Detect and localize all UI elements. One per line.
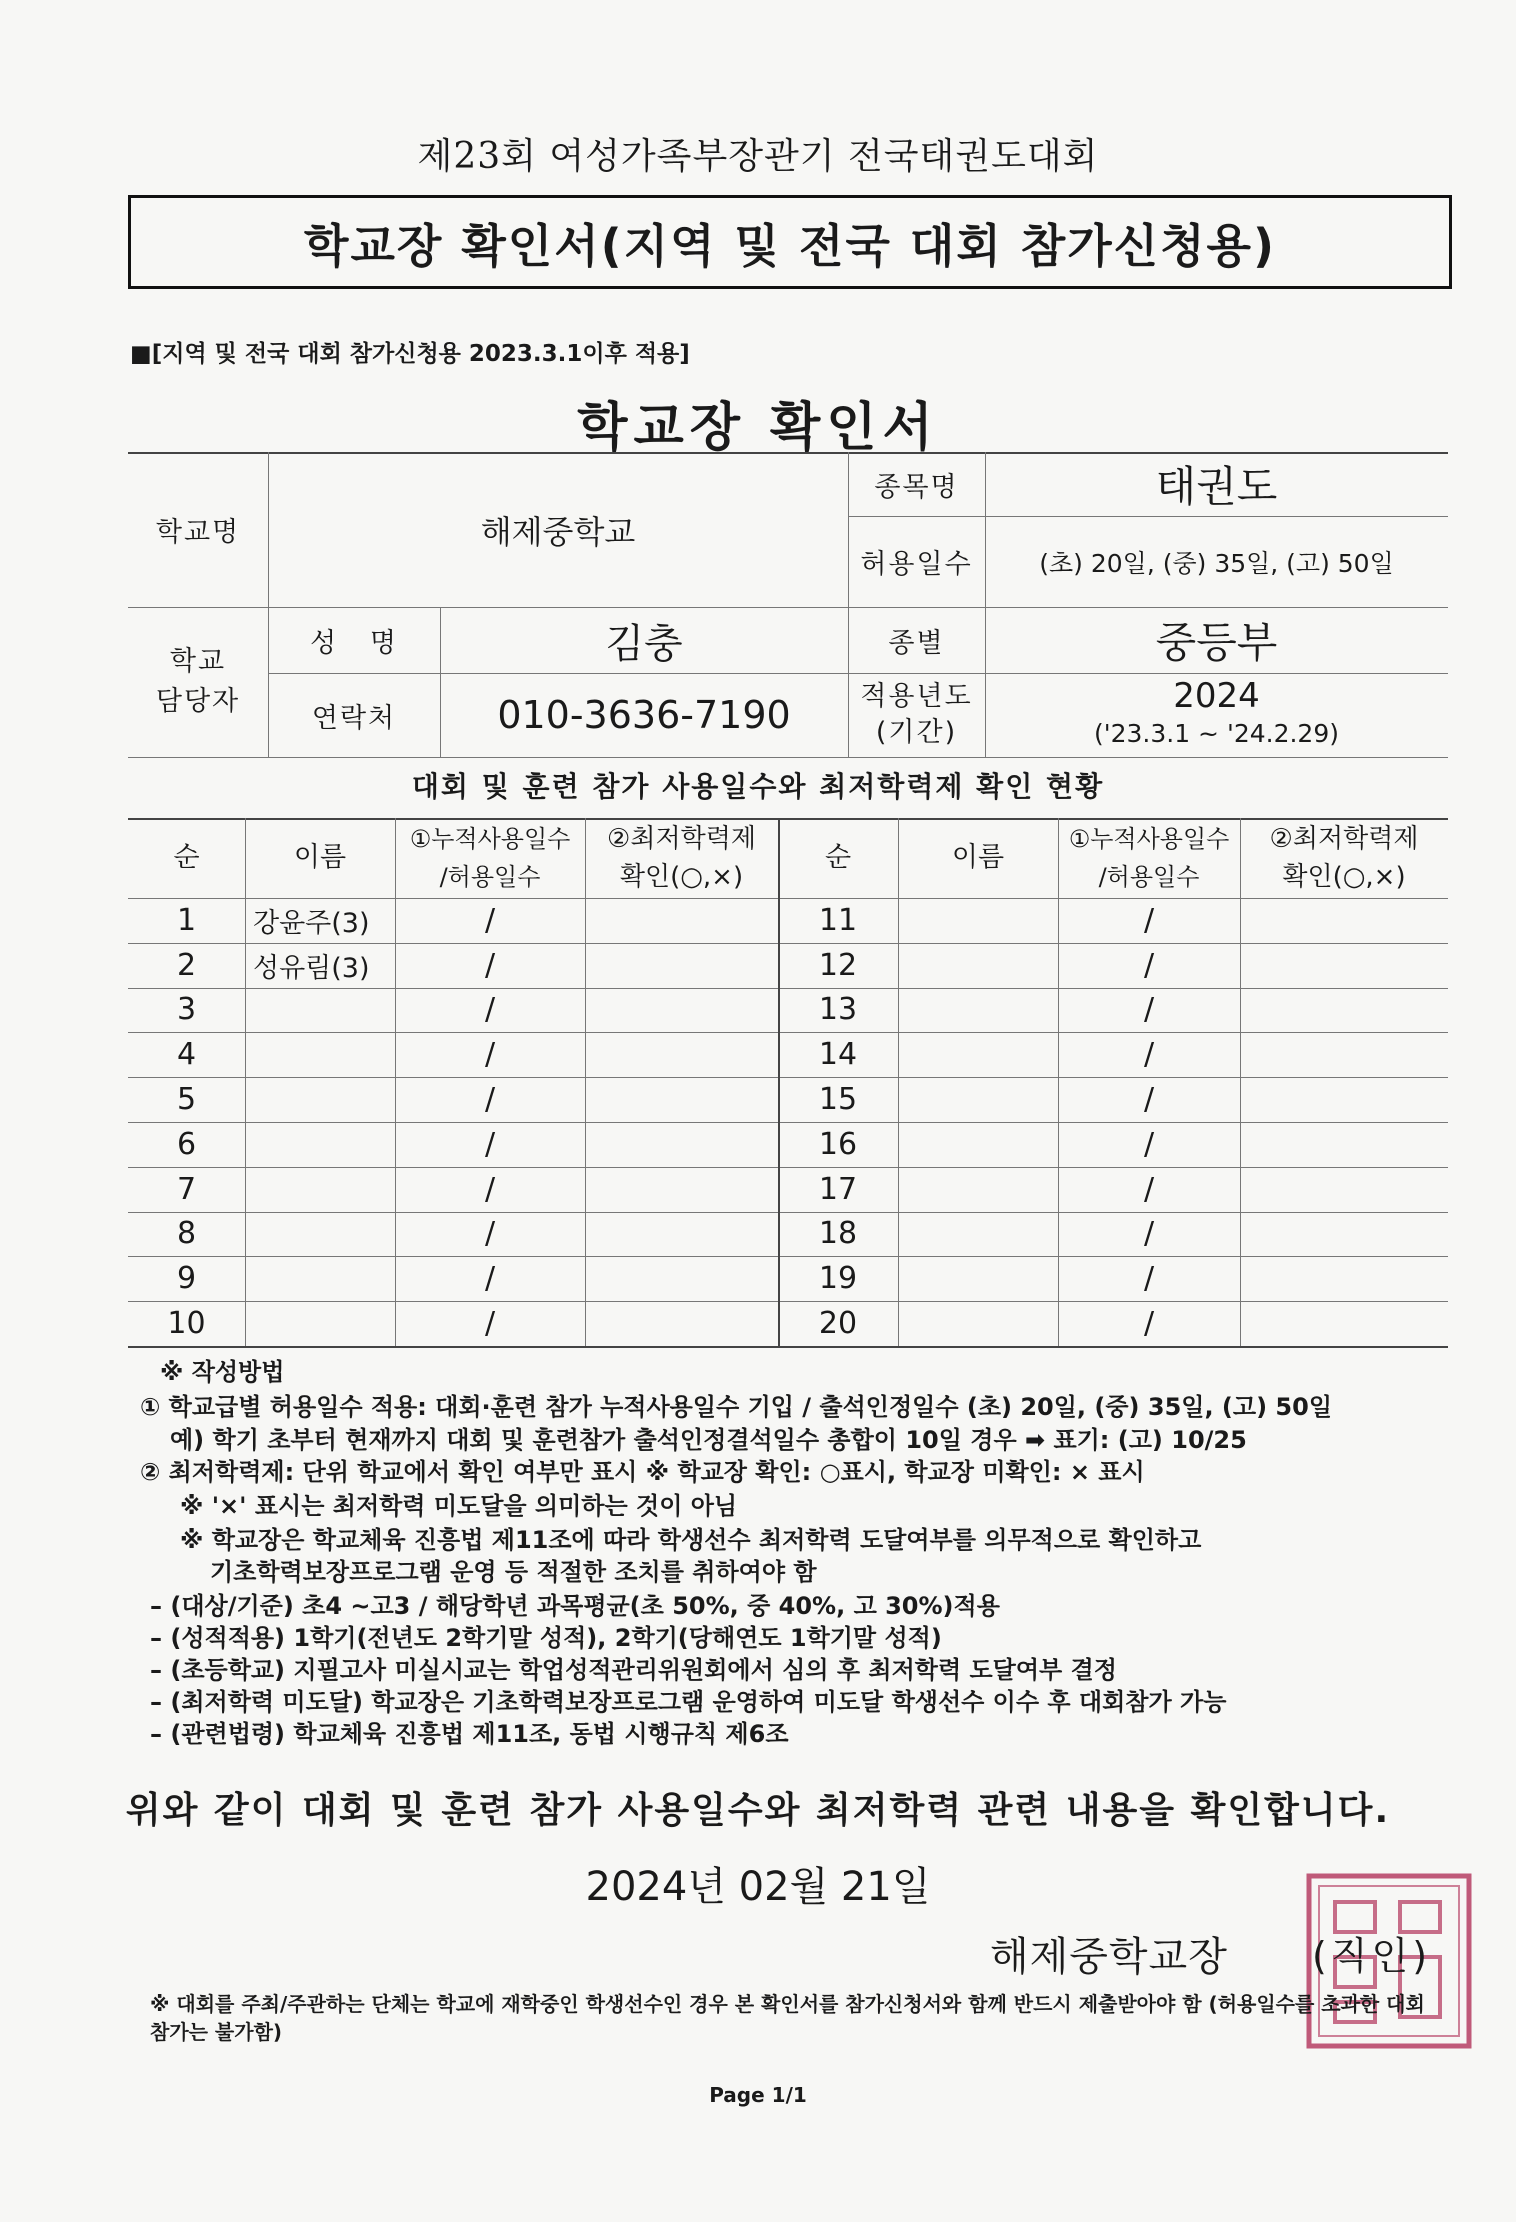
subnote: ■[지역 및 전국 대회 참가신청용 2023.3.1이후 적용] — [130, 341, 690, 367]
table-cell-check — [585, 1212, 778, 1257]
table-cell-no: 19 — [818, 1261, 858, 1297]
table-cell-check — [585, 1077, 778, 1122]
table-cell-name — [898, 898, 1058, 943]
table-cell-name: 강윤주(3) — [253, 907, 370, 939]
manager-name-value: 김충 — [605, 620, 683, 667]
table-cell-name — [898, 988, 1058, 1033]
table-cell-days: / — [484, 947, 496, 983]
table-cell-no: 9 — [176, 1261, 197, 1297]
year-value: 2024 — [1173, 676, 1260, 716]
table-cell-days: / — [484, 1306, 496, 1342]
note-line: – (관련법령) 학교체육 진흥법 제11조, 동법 시행규칙 제6조 — [150, 1720, 789, 1748]
event-title: 제23회 여성가족부장관기 전국태권도대회 — [417, 136, 1099, 177]
header-days: ①누적사용일수 /허용일수 — [409, 825, 571, 891]
table-cell-days: / — [1143, 1261, 1155, 1297]
division-value: 중등부 — [1155, 618, 1278, 667]
contact-value: 010-3636-7190 — [497, 693, 791, 737]
table-cell-check — [585, 988, 778, 1033]
table-cell-check — [1240, 1301, 1448, 1346]
table-cell-days: / — [1143, 1082, 1155, 1118]
table-cell-no: 4 — [176, 1037, 197, 1073]
table-cell-no: 6 — [176, 1126, 197, 1162]
year-label: 적용년도 (기간) — [860, 681, 973, 748]
note-line: – (최저학력 미도달) 학교장은 기초학력보장프로그램 운영하여 미도달 학생선수 이수 후 대회참가 가능 — [150, 1688, 1227, 1716]
table-cell-name — [898, 1301, 1058, 1346]
header-check: ②최저학력제 확인(○,×) — [1269, 824, 1419, 892]
table-cell-name — [898, 1032, 1058, 1077]
table-cell-days: / — [484, 1261, 496, 1297]
form-title: 학교장 확인서 — [577, 398, 939, 458]
table-cell-check — [1240, 1077, 1448, 1122]
table-cell-no: 13 — [818, 992, 858, 1028]
allowed-days-value: (초) 20일, (중) 35일, (고) 50일 — [1039, 548, 1394, 578]
table-cell-no: 2 — [176, 947, 197, 983]
note-line: 예) 학기 초부터 현재까지 대회 및 훈련참가 출석인정결석일수 총합이 10일 경우 ➡ 표기: (고) 10/25 — [170, 1426, 1247, 1454]
division-label: 종별 — [888, 627, 945, 659]
table-cell-no: 10 — [167, 1306, 206, 1342]
table-cell-check — [585, 943, 778, 988]
table-bottom-border — [128, 1346, 1448, 1348]
principal-name: 해제중학교장 — [990, 1934, 1228, 1980]
note-line: ※ '×' 표시는 최저학력 미도달을 의미하는 것이 아님 — [180, 1492, 738, 1520]
info-bottom-border — [128, 757, 1448, 758]
page-number: Page 1/1 — [709, 2083, 807, 2107]
table-cell-name — [245, 1301, 395, 1346]
table-cell-days: / — [484, 1037, 496, 1073]
event-value: 태권도 — [1155, 462, 1278, 511]
event-label: 종목명 — [874, 471, 959, 503]
table-cell-name — [898, 1122, 1058, 1167]
table-cell-check — [1240, 988, 1448, 1033]
table-cell-name — [245, 1256, 395, 1301]
table-cell-no: 1 — [176, 902, 197, 938]
table-cell-days: / — [1143, 1171, 1155, 1207]
table-cell-days: / — [1143, 1126, 1155, 1162]
table-cell-no: 20 — [818, 1306, 858, 1342]
note-line: ※ 학교장은 학교체육 진흥법 제11조에 따라 학생선수 최저학력 도달여부를 의무적으로 확인하고 — [180, 1526, 1202, 1554]
note-line: ② 최저학력제: 단위 학교에서 확인 여부만 표시 ※ 학교장 확인: ○표시, 학교장 미확인: × 표시 — [140, 1458, 1145, 1486]
note-line: 기초학력보장프로그램 운영 등 적절한 조치를 취하여야 함 — [210, 1558, 817, 1586]
table-cell-check — [1240, 943, 1448, 988]
table-cell-check — [585, 1301, 778, 1346]
table-cell-days: / — [484, 902, 496, 938]
table-cell-name — [898, 1212, 1058, 1257]
table-cell-name — [245, 1032, 395, 1077]
table-cell-days: / — [1143, 1216, 1155, 1252]
table-cell-days: / — [1143, 992, 1155, 1028]
note-line: – (성적적용) 1학기(전년도 2학기말 성적), 2학기(당해연도 1학기말 성적) — [150, 1624, 942, 1652]
doc-box-title: 학교장 확인서(지역 및 전국 대회 참가신청용) — [304, 219, 1276, 273]
table-cell-check — [585, 1122, 778, 1167]
table-cell-name — [245, 1077, 395, 1122]
allowed-days-label: 허용일수 — [860, 549, 973, 580]
table-cell-check — [1240, 1032, 1448, 1077]
seal-label: (직인) — [1312, 1934, 1432, 1978]
table-cell-check — [585, 898, 778, 943]
table-cell-days: / — [484, 1082, 496, 1118]
table-cell-days: / — [1143, 1306, 1155, 1342]
table-cell-check — [585, 1167, 778, 1212]
table-cell-name — [245, 1122, 395, 1167]
table-cell-name: 성유림(3) — [253, 952, 370, 984]
table-cell-name — [898, 1167, 1058, 1212]
school-name-value: 해제중학교 — [480, 512, 636, 551]
table-cell-check — [585, 1256, 778, 1301]
table-cell-name — [898, 1256, 1058, 1301]
school-name-label: 학교명 — [155, 517, 241, 548]
table-cell-name — [245, 1212, 395, 1257]
table-cell-days: / — [484, 1171, 496, 1207]
table-cell-days: / — [484, 1216, 496, 1252]
table-cell-no: 18 — [818, 1216, 858, 1252]
table-cell-days: / — [484, 992, 496, 1028]
table-cell-check — [1240, 898, 1448, 943]
manager-label: 학교 담당자 — [155, 646, 241, 717]
footnote: ※ 대회를 주최/주관하는 단체는 학교에 재학중인 학생선수인 경우 본 확인서를 참가신청서와 함께 반드시 제출받아야 함 (허용일수를 초과한 대회 참가는 불가함) — [150, 1992, 1425, 2044]
table-cell-no: 17 — [818, 1171, 858, 1207]
table-cell-days: / — [1143, 947, 1155, 983]
header-days: ①누적사용일수 /허용일수 — [1068, 825, 1230, 891]
table-cell-days: / — [484, 1126, 496, 1162]
section-title: 대회 및 훈련 참가 사용일수와 최저학력제 확인 현황 — [411, 770, 1105, 803]
table-cell-days: / — [1143, 902, 1155, 938]
table-cell-check — [1240, 1212, 1448, 1257]
table-cell-no: 14 — [818, 1037, 858, 1073]
header-check: ②최저학력제 확인(○,×) — [607, 824, 756, 892]
table-cell-no: 7 — [176, 1171, 197, 1207]
table-cell-check — [1240, 1122, 1448, 1167]
table-cell-no: 11 — [818, 902, 858, 938]
table-cell-name — [898, 1077, 1058, 1122]
confirm-statement: 위와 같이 대회 및 훈련 참가 사용일수와 최저학력 관련 내용을 확인합니다. — [125, 1790, 1391, 1831]
table-cell-check — [585, 1032, 778, 1077]
header-name: 이름 — [951, 842, 1005, 873]
note-line: – (초등학교) 지필고사 미실시교는 학업성적관리위원회에서 심의 후 최저학력 도달여부 결정 — [150, 1656, 1117, 1684]
name-label: 성 명 — [310, 627, 398, 659]
confirm-date: 2024년 02월 21일 — [585, 1864, 931, 1910]
table-cell-name — [245, 988, 395, 1033]
table-cell-no: 3 — [176, 992, 197, 1028]
note-line: ① 학교급별 허용일수 적용: 대회·훈련 참가 누적사용일수 기입 / 출석인정일수 (초) 20일, (중) 35일, (고) 50일 — [140, 1393, 1332, 1421]
contact-label: 연락처 — [311, 702, 397, 734]
note-line: – (대상/기준) 초4 ~고3 / 해당학년 과목평균(초 50%, 중 40%, 고 30%)적용 — [150, 1592, 1000, 1620]
header-no: 순 — [173, 842, 200, 873]
header-name: 이름 — [293, 842, 347, 873]
table-cell-no: 15 — [818, 1082, 858, 1118]
table-cell-no: 5 — [176, 1082, 197, 1118]
header-no: 순 — [824, 842, 852, 873]
table-cell-name — [245, 1167, 395, 1212]
table-cell-no: 12 — [818, 947, 858, 983]
period-value: ('23.3.1 ~ '24.2.29) — [1093, 718, 1340, 748]
table-cell-days: / — [1143, 1037, 1155, 1073]
table-cell-check — [1240, 1167, 1448, 1212]
note-line: ※ 작성방법 — [160, 1358, 285, 1386]
table-cell-no: 8 — [176, 1216, 197, 1252]
table-cell-name — [898, 943, 1058, 988]
table-cell-check — [1240, 1256, 1448, 1301]
table-cell-no: 16 — [818, 1126, 858, 1162]
